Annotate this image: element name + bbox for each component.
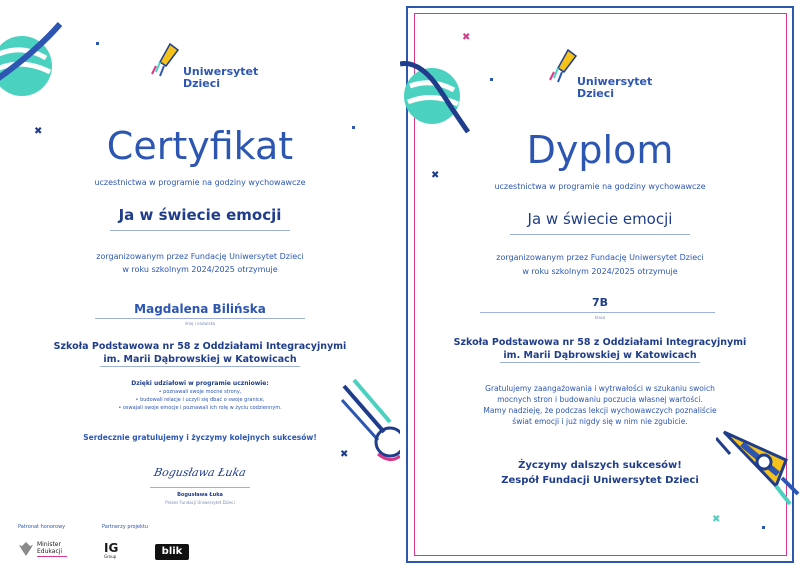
diploma-title: Dyplom xyxy=(526,128,674,172)
certificate-learned-item: • budowali relacje i uczyli się dbać o swoje granice, xyxy=(135,397,265,403)
diploma-recipient: 7B xyxy=(591,296,609,309)
diploma-message-line: Mamy nadzieję, że podczas lekcji wychowawczych poznaliście xyxy=(483,406,717,415)
signer-name: Bogusława Łuka xyxy=(177,492,223,498)
partner-ig-text: IG xyxy=(104,541,119,555)
partners-label: Partnerzy projektu xyxy=(102,524,149,530)
patron-name xyxy=(37,541,62,555)
logo-line2: Dzieci xyxy=(183,77,221,90)
logo-line1: Uniwersytet xyxy=(183,65,259,78)
logo-line2: Dzieci xyxy=(577,87,615,100)
star-icon: ✖ xyxy=(462,32,471,43)
rocket-logo-icon xyxy=(150,40,184,80)
certificate-org-line1: zorganizowanym przez Fundację Uniwersytet Dzieci xyxy=(96,252,304,261)
diploma-closing-line1: Życzymy dalszych sukcesów! xyxy=(518,460,682,471)
logo-line1: Uniwersytet xyxy=(577,75,653,88)
certificate-recipient-caption: imię i nazwisko xyxy=(184,321,216,326)
eagle-emblem-icon xyxy=(18,540,34,558)
certificate-school-line2: im. Marii Dąbrowskiej w Katowicach xyxy=(103,354,297,365)
star-icon xyxy=(762,526,765,529)
diploma-school-line2: im. Marii Dąbrowskiej w Katowicach xyxy=(503,350,697,361)
diploma-message-line: mocnych stron i budowaniu poczucia własnej wartości. xyxy=(497,395,703,404)
certificate-title: Certyfikat xyxy=(106,124,294,168)
diploma-message-line: świat emocji i już nigdy się w nim nie zgubicie. xyxy=(512,417,688,426)
star-icon xyxy=(96,42,99,45)
star-icon xyxy=(490,78,493,81)
certificate-program: Ja w świecie emocji xyxy=(118,206,282,224)
diploma-message-line: Gratulujemy zaangażowania i wytrwałości w szukaniu swoich xyxy=(485,384,715,393)
patron-name-line2: Edukacji xyxy=(37,548,63,555)
certificate-subtitle: uczestnictwa w programie na godziny wychowawcze xyxy=(94,178,306,187)
planet-icon xyxy=(0,14,66,106)
partner-ig-subtext: Group xyxy=(104,554,117,559)
partner-blik-text: blik xyxy=(161,546,183,557)
logo-text xyxy=(183,66,258,90)
diploma-org-line2: w roku szkolnym 2024/2025 otrzymuje xyxy=(522,267,678,276)
star-icon: ✖ xyxy=(34,126,43,137)
certificate-school-line1: Szkoła Podstawowa nr 58 z Oddziałami Integracyjnymi xyxy=(53,341,347,352)
certificate-learned-item: • poznawali swoje mocne strony, xyxy=(158,389,242,395)
star-icon: ✖ xyxy=(431,170,440,181)
signature: Bogusława Łuka xyxy=(152,466,248,479)
signer-role: Prezes Fundacji Uniwersytet Dzieci xyxy=(165,500,235,505)
patronage-label: Patronat honorowy xyxy=(18,524,66,530)
planet-icon xyxy=(400,50,470,140)
diploma-recipient-caption: klasa xyxy=(594,315,606,320)
comet-icon xyxy=(340,378,400,468)
patron-name-line1: Minister xyxy=(37,541,61,548)
diploma-subtitle: uczestnictwa w programie na godziny wychowawcze xyxy=(494,182,706,191)
certificate-learned-item: • oswajali swoje emocje i poznawali ich rolę w życiu codziennym. xyxy=(118,405,282,411)
partner-ig-logo xyxy=(104,542,118,559)
certificate-org-line2: w roku szkolnym 2024/2025 otrzymuje xyxy=(122,265,278,274)
diploma-program: Ja w świecie emocji xyxy=(527,210,673,228)
diploma-school-line1: Szkoła Podstawowa nr 58 z Oddziałami Integracyjnymi xyxy=(453,337,747,348)
certificate-recipient: Magdalena Bilińska xyxy=(134,302,266,316)
star-icon: ✖ xyxy=(340,449,349,460)
patron-underline xyxy=(37,556,67,557)
rocket-icon xyxy=(716,424,800,510)
certificate-closing: Serdecznie gratulujemy i życzymy kolejnych sukcesów! xyxy=(83,433,317,442)
logo-text xyxy=(577,76,652,100)
partner-blik-logo xyxy=(155,544,189,560)
certificate-learned-heading: Dzięki udziałowi w programie uczniowie: xyxy=(131,380,269,387)
diploma-closing-line2: Zespół Fundacji Uniwersytet Dzieci xyxy=(501,475,699,486)
diploma-org-line1: zorganizowanym przez Fundację Uniwersytet Dzieci xyxy=(496,253,704,262)
star-icon: ✖ xyxy=(712,514,721,525)
